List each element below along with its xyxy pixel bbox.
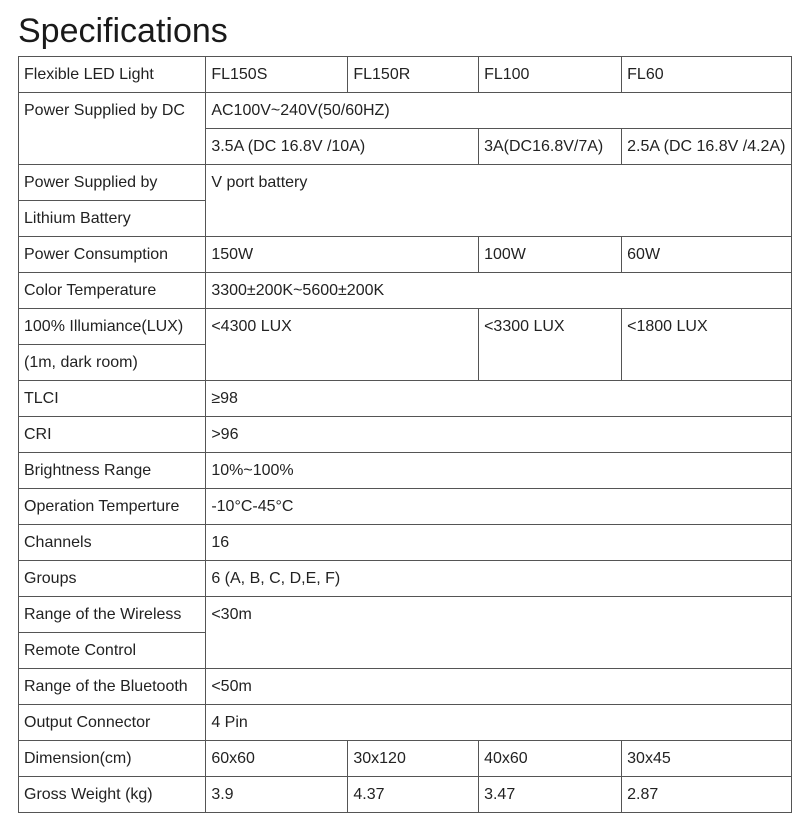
channels-value: 16: [206, 525, 792, 561]
operation-temp-label: Operation Temperture: [19, 489, 206, 525]
power-dc-voltage: AC100V~240V(50/60HZ): [206, 93, 792, 129]
illuminance-label-line1: 100% Illumiance(LUX): [19, 309, 206, 345]
table-row-channels: [19, 525, 792, 561]
dimension-label: Dimension(cm): [19, 741, 206, 777]
groups-value: 6 (A, B, C, D,E, F): [206, 561, 792, 597]
tlci-value: ≥98: [206, 381, 792, 417]
table-row-bluetooth: [19, 669, 792, 705]
weight-fl100: 3.47: [479, 777, 622, 813]
table-row-color-temperature: [19, 273, 792, 309]
illuminance-fl150: <4300 LUX: [206, 309, 479, 381]
table-row-output-connector: [19, 705, 792, 741]
model-fl150s: FL150S: [206, 57, 348, 93]
header-label: Flexible LED Light: [19, 57, 206, 93]
table-row-illuminance-1: [19, 309, 792, 345]
weight-fl150r: 4.37: [348, 777, 479, 813]
power-consumption-fl150: 150W: [206, 237, 479, 273]
dimension-fl150s: 60x60: [206, 741, 348, 777]
bluetooth-range-value: <50m: [206, 669, 792, 705]
power-dc-label: Power Supplied by DC: [19, 93, 206, 165]
color-temperature-value: 3300±200K~5600±200K: [206, 273, 792, 309]
dimension-fl150r: 30x120: [348, 741, 479, 777]
output-connector-label: Output Connector: [19, 705, 206, 741]
table-row-power-dc: [19, 93, 792, 129]
table-row-wireless-1: [19, 597, 792, 633]
dimension-fl100: 40x60: [479, 741, 622, 777]
output-connector-value: 4 Pin: [206, 705, 792, 741]
cri-label: CRI: [19, 417, 206, 453]
brightness-label: Brightness Range: [19, 453, 206, 489]
illuminance-label-line2: (1m, dark room): [19, 345, 206, 381]
table-row-power-consumption: [19, 237, 792, 273]
illuminance-fl60: <1800 LUX: [622, 309, 792, 381]
tlci-label: TLCI: [19, 381, 206, 417]
illuminance-fl100: <3300 LUX: [479, 309, 622, 381]
table-row-dimension: [19, 741, 792, 777]
page-title: Specifications: [18, 12, 228, 50]
table-row-power-battery-1: [19, 165, 792, 201]
power-battery-value: V port battery: [206, 165, 792, 237]
power-dc-current-fl60: 2.5A (DC 16.8V /4.2A): [622, 129, 792, 165]
power-consumption-label: Power Consumption: [19, 237, 206, 273]
weight-label: Gross Weight (kg): [19, 777, 206, 813]
table-row-groups: [19, 561, 792, 597]
weight-fl150s: 3.9: [206, 777, 348, 813]
brightness-value: 10%~100%: [206, 453, 792, 489]
wireless-range-label-line1: Range of the Wireless: [19, 597, 206, 633]
power-consumption-fl60: 60W: [622, 237, 792, 273]
wireless-range-value: <30m: [206, 597, 792, 669]
table-row-cri: [19, 417, 792, 453]
specifications-table: [18, 56, 792, 813]
table-row-weight: [19, 777, 792, 813]
weight-fl60: 2.87: [622, 777, 792, 813]
power-dc-current-fl150: 3.5A (DC 16.8V /10A): [206, 129, 479, 165]
dimension-fl60: 30x45: [622, 741, 792, 777]
model-fl100: FL100: [479, 57, 622, 93]
color-temperature-label: Color Temperature: [19, 273, 206, 309]
bluetooth-range-label: Range of the Bluetooth: [19, 669, 206, 705]
groups-label: Groups: [19, 561, 206, 597]
model-fl60: FL60: [622, 57, 792, 93]
wireless-range-label-line2: Remote Control: [19, 633, 206, 669]
power-battery-label-line1: Power Supplied by: [19, 165, 206, 201]
table-row-tlci: [19, 381, 792, 417]
power-battery-label-line2: Lithium Battery: [19, 201, 206, 237]
operation-temp-value: -10°C-45°C: [206, 489, 792, 525]
table-row-brightness: [19, 453, 792, 489]
model-fl150r: FL150R: [348, 57, 479, 93]
table-row-operation-temp: [19, 489, 792, 525]
table-row-header: [19, 57, 792, 93]
cri-value: >96: [206, 417, 792, 453]
channels-label: Channels: [19, 525, 206, 561]
power-dc-current-fl100: 3A(DC16.8V/7A): [479, 129, 622, 165]
power-consumption-fl100: 100W: [479, 237, 622, 273]
